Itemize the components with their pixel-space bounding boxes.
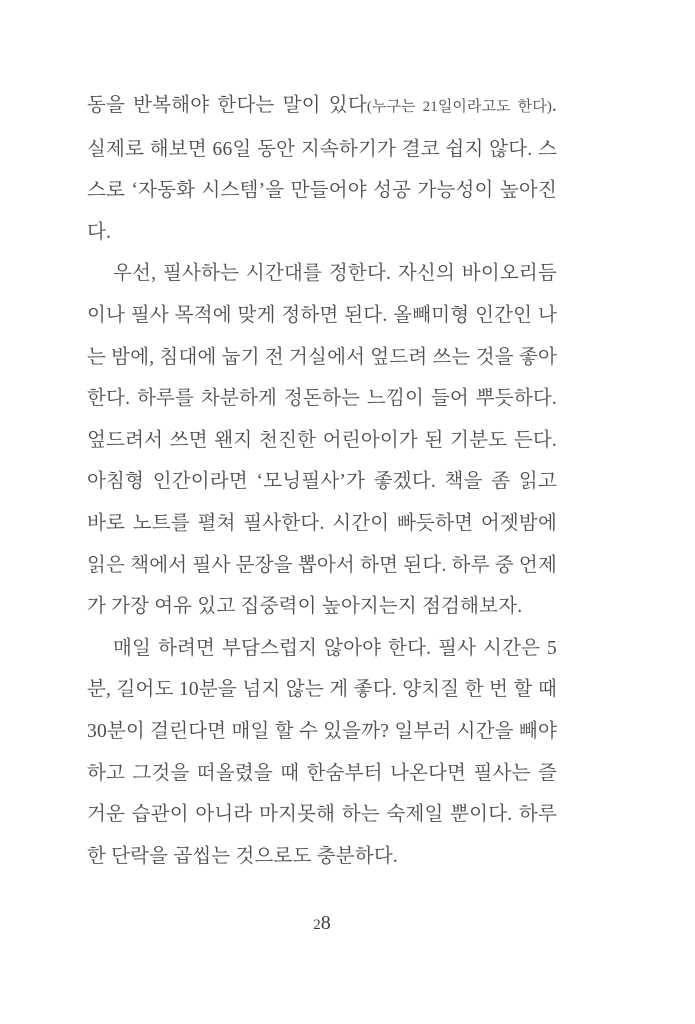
body-text	[87, 85, 557, 877]
paragraph-1-main: 동을 반복해야 한다는 말이 있다	[87, 95, 367, 116]
page-number: 28	[313, 912, 331, 934]
paragraph-1-tail: . 실제로 해보면 66일 동안 지속하기가 결코 쉽지 않다. 스스로 ‘자동화 시스템’을 만들어야 성공 가능성이 높아진다.	[87, 95, 557, 243]
paragraph-1-parenthetical-note: (누구는 21일이라고도 한다)	[366, 99, 552, 115]
paragraph-2: 우선, 필사하는 시간대를 정한다. 자신의 바이오리듬이나 필사 목적에 맞게 정하면 된다. 올빼미형 인간인 나는 밤에, 침대에 눕기 전 거실에서 엎드려 쓰는 것을 좋아한다. 하루를 차분하게 정돈하는 느낌이 들어 뿌듯하다. 엎드려서 쓰면 왠지 천진한 어린아이가 된 기분도 든다. 아침형 인간이라면 ‘모닝필사’가 좋겠다. 책을 좀 읽고 바로 노트를 펼쳐 필사한다. 시간이 빠듯하면 어젯밤에 읽은 책에서 필사 문장을 뽑아서 하면 된다. 하루 중 언제가 가장 여유 있고 집중력이 높아지는지 점검해보자.	[87, 263, 557, 618]
paragraph-1	[87, 85, 557, 253]
paragraph-3: 매일 하려면 부담스럽지 않아야 한다. 필사 시간은 5분, 길어도 10분을 넘지 않는 게 좋다. 양치질 한 번 할 때 30분이 걸린다면 매일 할 수 있을까? 일부러 시간을 빼야 하고 그것을 떠올렸을 때 한숨부터 나온다면 필사는 즐거운 습관이 아니라 마지못해 하는 숙제일 뿐이다. 하루 한 단락을 곱씹는 것으로도 충분하다.	[87, 637, 557, 867]
